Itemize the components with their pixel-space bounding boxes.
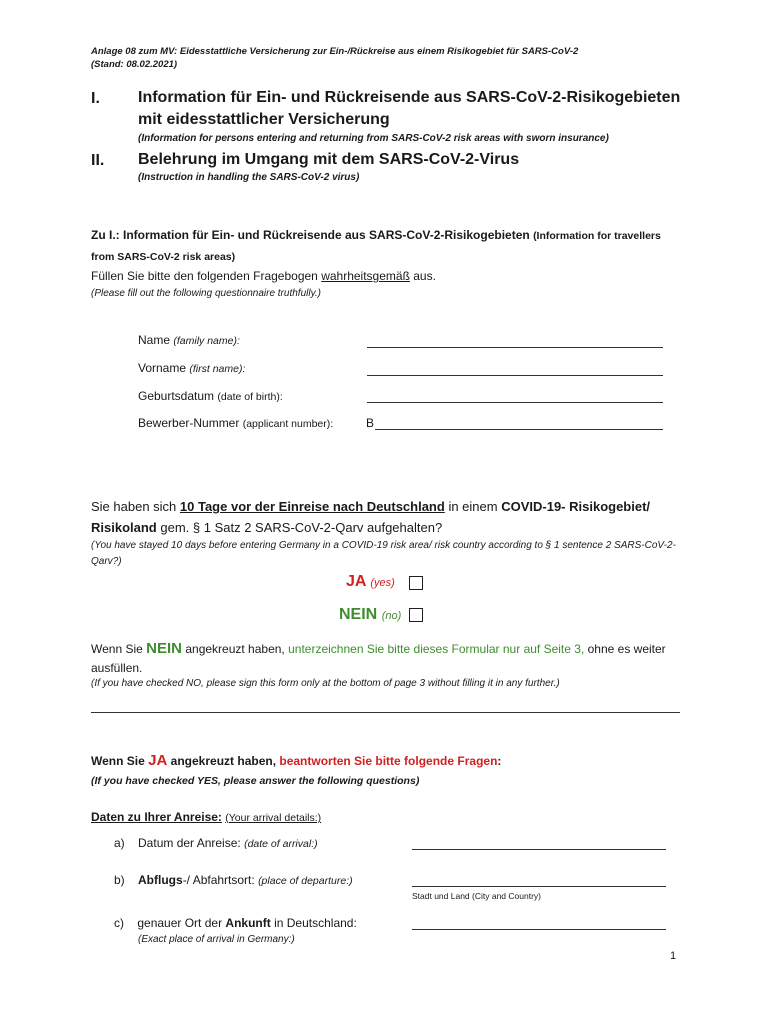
arrival-heading-text: Daten zu Ihrer Anreise: xyxy=(91,810,222,824)
birth-date-input-line[interactable] xyxy=(367,402,663,403)
arrival-b-bold: Abflugs xyxy=(138,873,183,887)
fill-instruction xyxy=(91,267,436,285)
risk-area-question xyxy=(91,496,691,538)
choice-yes xyxy=(346,573,395,591)
divider xyxy=(91,712,680,713)
question-pre: Sie haben sich xyxy=(91,499,177,514)
no-instruction xyxy=(91,639,691,678)
field-label-applicant-number-de: Bewerber-Nummer xyxy=(138,416,240,430)
arrival-heading xyxy=(91,808,321,827)
applicant-number-prefix: B xyxy=(366,416,375,430)
field-label-birth-date-en: (date of birth): xyxy=(217,391,283,403)
fill-instruction-en: (Please fill out the following questionnaire truthfully.) xyxy=(91,288,321,299)
field-label-birth-date-de: Geburtsdatum xyxy=(138,389,215,403)
yes-instruction-mid: angekreuzt haben, xyxy=(170,754,277,768)
section-1-title-line-2: mit eidesstattlicher Versicherung xyxy=(138,111,390,128)
yes-instruction-highlight: beantworten Sie bitte folgende Fragen xyxy=(279,754,498,768)
field-label-name-de: Name xyxy=(138,333,171,347)
arrival-b-label: -/ Abfahrtsort: xyxy=(182,873,255,887)
no-instruction-word: NEIN xyxy=(146,640,182,657)
arrival-c-label: genauer Ort der xyxy=(137,916,223,930)
arrival-a-letter: a) xyxy=(114,836,125,850)
question-bold-1: COVID-19- Risikogebiet/ xyxy=(501,499,651,514)
no-instruction-post: ohne es weiter ausfüllen. xyxy=(91,642,666,675)
yes-instruction-en: (If you have checked YES, please answer the following questions) xyxy=(91,775,420,787)
name-input-line[interactable] xyxy=(367,347,663,348)
risk-area-question-en: (You have stayed 10 days before entering Germany in a COVID-19 risk area/ risk country according to § 1 sentence 2 SARS-CoV-2-Qarv?) xyxy=(91,540,676,567)
field-label-first-name-de: Vorname xyxy=(138,361,187,375)
field-label-name xyxy=(138,333,240,347)
field-label-applicant-number-en: (applicant number): xyxy=(242,418,334,430)
no-instruction-mid: angekreuzt haben, xyxy=(185,642,285,656)
section-1-title xyxy=(138,87,680,131)
yes-instruction-word: JA xyxy=(148,752,168,769)
no-instruction-highlight: unterzeichnen Sie bitte dieses Formular nur auf Seite 3, xyxy=(288,642,585,656)
arrival-c-label-2: in Deutschland: xyxy=(274,916,357,930)
no-instruction-pre: Wenn Sie xyxy=(91,642,143,656)
yes-instruction-colon: : xyxy=(497,754,502,768)
fill-post: aus. xyxy=(413,269,436,283)
arrival-b-letter: b) xyxy=(114,873,125,887)
arrival-b-en: (place of departure:) xyxy=(258,875,353,887)
yes-instruction xyxy=(91,752,501,770)
arrival-c-letter: c) xyxy=(114,916,124,930)
choice-yes-note: (yes) xyxy=(370,577,395,589)
field-label-birth-date xyxy=(138,389,283,403)
arrival-item-b xyxy=(114,873,353,887)
header-line-1: Anlage 08 zum MV: Eidesstattliche Versicherung zur Ein-/Rückreise aus einem Risikogebiet für SARS-CoV-2 xyxy=(91,46,579,57)
fill-pre: Füllen Sie bitte den folgenden Fragebogen xyxy=(91,269,318,283)
page-number: 1 xyxy=(670,950,677,962)
yes-checkbox[interactable] xyxy=(409,576,423,590)
arrival-heading-en: (Your arrival details:) xyxy=(225,812,322,824)
applicant-number-input-line[interactable] xyxy=(375,429,663,430)
arrival-c-bold: Ankunft xyxy=(225,916,271,930)
arrival-date-input-line[interactable] xyxy=(412,849,666,850)
choice-no-note: (no) xyxy=(381,610,402,622)
arrival-place-input-line[interactable] xyxy=(412,929,666,930)
header-line-2: (Stand: 08.02.2021) xyxy=(91,59,178,70)
departure-place-hint: Stadt und Land (City and Country) xyxy=(412,891,541,901)
question-bold-2: Risikoland xyxy=(91,520,157,535)
arrival-a-label: Datum der Anreise: xyxy=(138,836,241,850)
departure-place-input-line[interactable] xyxy=(412,886,666,887)
section-1-number: I. xyxy=(91,90,100,107)
no-checkbox[interactable] xyxy=(409,608,423,622)
section-1-title-line-1: Information für Ein- und Rückreisende aus SARS-CoV-2-Risikogebieten xyxy=(138,89,681,106)
section-2-title: Belehrung im Umgang mit dem SARS-CoV-2-Virus xyxy=(138,151,520,168)
fill-underlined: wahrheitsgemäß xyxy=(321,269,410,283)
zu-heading xyxy=(91,225,681,267)
field-label-applicant-number xyxy=(138,416,333,430)
no-instruction-en: (If you have checked NO, please sign this form only at the bottom of page 3 without filling it in any further.) xyxy=(91,678,560,689)
question-post: gem. § 1 Satz 2 SARS-CoV-2-Qarv aufgehalten? xyxy=(160,520,443,535)
document-header xyxy=(91,45,578,71)
field-label-first-name xyxy=(138,361,245,375)
yes-instruction-pre: Wenn Sie xyxy=(91,754,145,768)
question-underlined: 10 Tage vor der Einreise nach Deutschland xyxy=(179,499,445,514)
arrival-item-a xyxy=(114,836,318,850)
arrival-c-en: (Exact place of arrival in Germany:) xyxy=(138,934,295,945)
zu-heading-text: Zu I.: Information für Ein- und Rückreisende aus SARS-CoV-2-Risikogebieten xyxy=(91,228,530,242)
field-label-first-name-en: (first name): xyxy=(189,363,246,375)
arrival-item-c xyxy=(114,916,357,930)
zu-heading-en: (Information for travellers from SARS-CoV-2 risk areas) xyxy=(91,230,661,263)
field-label-name-en: (family name): xyxy=(173,335,240,347)
section-2-subtitle: (Instruction in handling the SARS-CoV-2 virus) xyxy=(138,172,360,183)
choice-yes-label: JA xyxy=(346,573,366,590)
first-name-input-line[interactable] xyxy=(367,375,663,376)
question-mid: in einem xyxy=(448,499,498,514)
section-2-number: II. xyxy=(91,152,105,169)
arrival-a-en: (date of arrival:) xyxy=(244,838,318,850)
section-1-subtitle: (Information for persons entering and returning from SARS-CoV-2 risk areas with sworn insurance) xyxy=(138,133,609,144)
choice-no xyxy=(339,606,401,624)
choice-no-label: NEIN xyxy=(339,606,378,623)
